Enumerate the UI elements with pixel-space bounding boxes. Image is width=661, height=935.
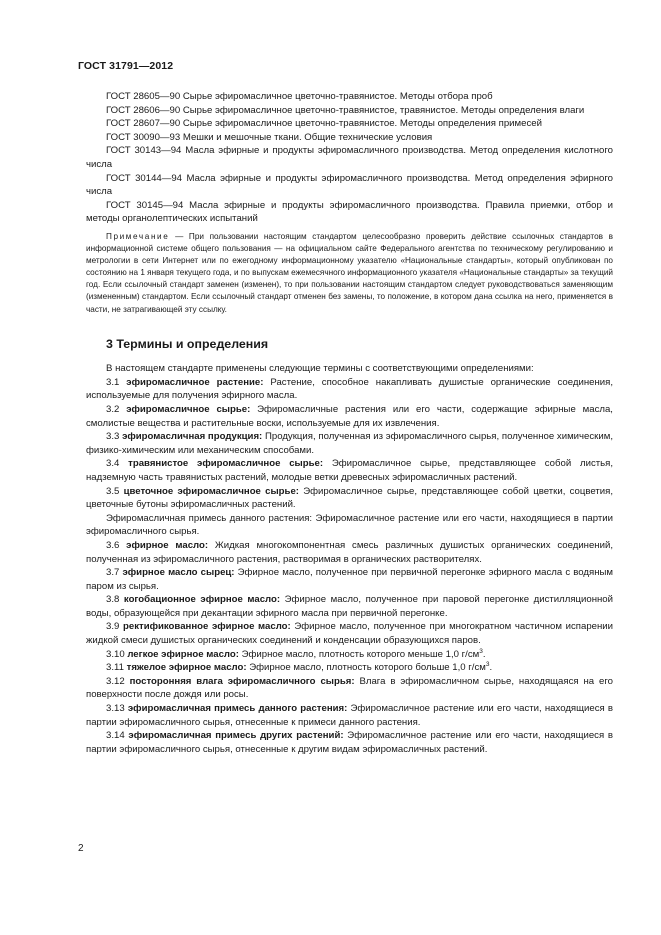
term-tail: . (482, 648, 486, 660)
unit-superscript: 3 (485, 661, 490, 669)
term-number: 3.4 (106, 458, 129, 470)
term-name: эфиромасличная продукция: (122, 431, 263, 443)
term-number: 3.13 (106, 703, 128, 715)
term-number: 3.1 (106, 376, 127, 388)
term-number: 3.8 (106, 594, 124, 606)
term-definition (86, 661, 613, 675)
reference-item: ГОСТ 30090—93 Мешки и мешочные ткани. Общие технические условия (106, 131, 433, 143)
term-definition (86, 675, 613, 702)
term-text: Растение, способное накапливать душистые органические соединения, используемые для получения эфирного масла. (86, 376, 613, 402)
term-name: травянистое эфиромасличное сырье: (128, 458, 324, 470)
term-text: Жидкая многокомпонентная смесь различных душистых органических соединений, полученная из эфиромасличного растения, растворимая в органических растворителях. (86, 539, 613, 565)
term-name: когобационное эфирное масло: (123, 594, 281, 606)
term-text: Эфирное масло, плотность которого больше 1,0 г/см (246, 662, 486, 674)
term-definition (86, 648, 613, 662)
term-text: Эфирное масло, полученное при первичной перегонке эфирного масла с водяным паром из сырья. (86, 567, 613, 592)
term-number: 3.2 (106, 403, 127, 415)
term-definition (86, 702, 613, 729)
term-name: ректификованное эфирное масло: (123, 621, 291, 633)
term-number: 3.10 (106, 648, 128, 660)
term-number: 3.12 (106, 675, 130, 687)
term-text: Эфирное масло, полученное при многократном частичном испарении жидкой смеси душистых органических соединений и конденсации образующихся паров. (86, 621, 614, 647)
term-text: Эфиромасличные растения или его части, содержащие эфирные масла, смолистые вещества и растительные воски, используемые для их извлечения. (86, 403, 613, 429)
term-text: Продукция, полученная из эфиромасличного сырья, полученное химическим, физико-химическим или механическим способами. (86, 431, 613, 456)
document-body (86, 90, 613, 756)
term-name: эфирное масло сырец: (122, 567, 235, 579)
page-number: 2 (78, 843, 84, 854)
term-definition (86, 620, 613, 647)
term-text: Эфиромасличное растение или его части, находящиеся в партии эфиромасличного сырья, отнесенные к примеси данного растения. (86, 703, 613, 728)
term-tail: . (489, 662, 493, 674)
term-definition (86, 512, 613, 539)
term-name: посторонняя влага эфиромасличного сырья: (129, 675, 355, 687)
note-paragraph (86, 231, 613, 316)
reference-item: ГОСТ 30144—94 Масла эфирные и продукты эфиромасличного производства. Метод определения эфирного числа (86, 172, 613, 198)
section-intro: В настоящем стандарте применены следующие термины с соответствующими определениями: (106, 363, 534, 375)
term-definition (86, 593, 613, 620)
term-definition (86, 539, 613, 566)
term-text: Эфирное масло, плотность которого меньше 1,0 г/см (238, 648, 480, 660)
term-name: эфиромасличное сырье: (126, 403, 251, 415)
term-name: эфиромасличная примесь данного растения: (127, 703, 348, 715)
note-label: Примечание (106, 231, 170, 241)
normative-references (86, 90, 613, 226)
term-number: 3.9 (106, 621, 123, 633)
term-name: легкое эфирное масло: (127, 648, 239, 660)
term-definition (86, 403, 613, 430)
term-text: Эфиромасличное растение или его части, находящиеся в партии эфиромасличного сырья, отнесенные к другим видам эфиромасличных растений. (86, 730, 613, 755)
reference-item: ГОСТ 28607—90 Сырье эфиромасличное цветочно-травянистое. Методы определения примесей (106, 118, 542, 130)
document-header: ГОСТ 31791—2012 (78, 60, 174, 72)
term-definition (86, 566, 613, 593)
unit-superscript: 3 (479, 647, 483, 655)
term-text: Эфиромасличное сырье, представляющее собой листья, надземную часть травянистых растений, молодые ветки древесных эфиромасличных растений. (86, 458, 613, 483)
term-text: Влага в эфиромасличном сырье, находящаяся на его поверхности после дождя или росы. (86, 675, 613, 701)
term-definition (86, 729, 613, 756)
reference-item: ГОСТ 30143—94 Масла эфирные и продукты эфиромасличного производства. Метод определения кислотного числа (86, 145, 613, 170)
term-name: тяжелое эфирное масло: (126, 662, 247, 674)
reference-item: ГОСТ 30145—94 Масла эфирные и продукты эфиромасличного производства. Правила приемки, отбор и методы органолептических испытаний (86, 199, 613, 225)
term-text: Эфиромасличное сырье, представляющее собой цветки, соцветия, цветочные бутоны эфиромасличных растений. (86, 485, 613, 511)
term-name: эфирное масло: (126, 539, 209, 551)
term-name: эфиромасличное растение: (126, 376, 264, 388)
term-number: 3.11 (106, 662, 127, 674)
term-number: 3.14 (106, 730, 129, 742)
term-definition (86, 430, 613, 457)
term-number: 3.5 (106, 485, 124, 497)
term-number: 3.7 (106, 567, 123, 579)
term-text: Эфирное масло, полученное при паровой перегонке дистилляционной воды, образующейся при декантации эфирного масла при первичной перегонке. (86, 594, 613, 619)
term-text: Эфиромасличная примесь данного растения: Эфиромасличное растение или его части, находящиеся в партии эфиромасличного сырья. (86, 512, 613, 538)
terms-list (86, 376, 613, 757)
term-name: цветочное эфиромасличное сырье: (123, 485, 299, 497)
term-definition (86, 485, 613, 512)
section-title: 3 Термины и определения (106, 336, 269, 351)
term-number: 3.3 (106, 431, 123, 443)
reference-item: ГОСТ 28605—90 Сырье эфиромасличное цветочно-травянистое. Методы отбора проб (106, 91, 493, 102)
term-definition (86, 457, 613, 484)
term-definition (86, 376, 613, 403)
note-text: — При пользовании настоящим стандартом целесообразно проверить действие ссылочных стандартов в информационной системе общего пользования — на официальном сайте Федерального агентства по техническому регулированию и метрологии в сети Интернет или по ежегодному информационному указателю «Национальные стандарты», который опубликован по состоянию на 1 января текущего года, и по выпускам ежемесячного информационного указателя «Национальные стандарты» за текущий год. Если ссылочный стандарт заменен (изменен), то при пользовании настоящим стандартом следует руководствоваться заменяющим (измененным) стандартом. Если ссылочный стандарт отменен без замены, то положение, в котором дана ссылка на него, применяется в части, не затрагивающей эту ссылку. (86, 231, 613, 314)
term-name: эфиромасличная примесь других растений: (128, 730, 344, 742)
reference-item: ГОСТ 28606—90 Сырье эфиромасличное цветочно-травянистое, травянистое. Методы определения влаги (106, 104, 585, 116)
term-number: 3.6 (106, 539, 127, 551)
